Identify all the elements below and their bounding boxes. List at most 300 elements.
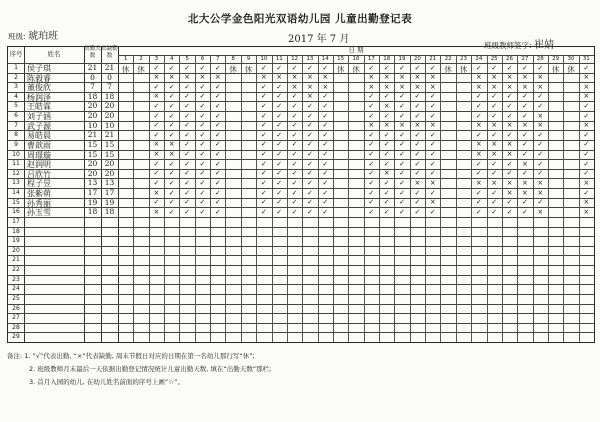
attend-count: 20 [87, 101, 98, 111]
row-divider [8, 332, 594, 333]
present-mark: ✓ [168, 198, 175, 207]
present-mark: ✓ [583, 169, 590, 178]
row-divider [8, 294, 594, 295]
absent-count: 15 [104, 149, 115, 159]
present-mark: ✓ [537, 169, 544, 178]
present-mark: ✓ [429, 188, 436, 197]
student-name: 刘子涵 [27, 112, 51, 122]
present-mark: ✓ [184, 130, 191, 139]
attend-count: 20 [87, 168, 98, 178]
present-mark: ✓ [291, 159, 298, 168]
absent-mark: × [153, 150, 160, 159]
present-mark: ✓ [537, 101, 544, 110]
present-mark: ✓ [383, 140, 390, 149]
present-mark: ✓ [153, 178, 160, 187]
student-name: 程子昱 [27, 179, 51, 189]
present-mark: ✓ [199, 101, 206, 110]
present-mark: ✓ [506, 198, 513, 207]
present-mark: ✓ [414, 140, 421, 149]
row-number: 25 [12, 294, 20, 302]
present-mark: ✓ [368, 207, 375, 216]
present-mark: ✓ [368, 140, 375, 149]
absent-mark: × [491, 150, 498, 159]
present-mark: ✓ [383, 159, 390, 168]
absent-mark: × [291, 82, 298, 91]
present-mark: ✓ [276, 82, 283, 91]
absent-mark: × [537, 188, 544, 197]
absent-mark: × [429, 121, 436, 130]
header-name: 姓名 [47, 50, 61, 58]
present-mark: ✓ [276, 198, 283, 207]
absent-mark: × [506, 73, 513, 82]
present-mark: ✓ [260, 207, 267, 216]
present-mark: ✓ [322, 121, 329, 130]
absent-mark: × [537, 73, 544, 82]
present-mark: ✓ [506, 207, 513, 216]
student-name: 易皓晨 [27, 131, 51, 141]
absent-mark: × [153, 73, 160, 82]
absent-mark: × [537, 121, 544, 130]
present-mark: ✓ [291, 101, 298, 110]
absent-mark: × [153, 140, 160, 149]
attend-count: 19 [87, 197, 98, 207]
absent-mark: × [521, 121, 528, 130]
row-number: 12 [12, 169, 20, 177]
present-mark: ✓ [214, 101, 221, 110]
day-number: 2 [139, 56, 143, 62]
row-number: 2 [14, 73, 18, 81]
absent-mark: × [276, 73, 283, 82]
present-mark: ✓ [260, 198, 267, 207]
present-mark: ✓ [276, 140, 283, 149]
present-mark: ✓ [583, 63, 590, 72]
present-mark: ✓ [214, 207, 221, 216]
present-mark: ✓ [306, 63, 313, 72]
row-divider [8, 236, 594, 237]
absent-mark: × [506, 82, 513, 91]
absent-count: 18 [104, 207, 115, 217]
present-mark: ✓ [184, 159, 191, 168]
day-number: 12 [291, 56, 299, 62]
day-number: 22 [444, 56, 452, 62]
student-name: 武子源 [27, 121, 51, 131]
absent-mark: × [583, 92, 590, 101]
present-mark: ✓ [475, 169, 482, 178]
absent-mark: × [429, 178, 436, 187]
present-mark: ✓ [399, 198, 405, 207]
absent-count: 19 [104, 197, 115, 207]
present-mark: ✓ [260, 178, 267, 187]
present-mark: ✓ [276, 121, 283, 130]
present-mark: ✓ [260, 121, 267, 130]
absent-mark: × [491, 73, 498, 82]
present-mark: ✓ [368, 159, 375, 168]
present-mark: ✓ [583, 159, 590, 168]
student-name: 董俊欣 [27, 83, 51, 93]
attend-count: 15 [87, 149, 98, 159]
present-mark: ✓ [214, 188, 221, 197]
present-mark: ✓ [475, 101, 482, 110]
attend-count: 15 [87, 139, 98, 149]
present-mark: ✓ [322, 130, 329, 139]
present-mark: ✓ [276, 159, 283, 168]
teacher-signature: 崔婧 [534, 40, 555, 51]
attendance-table [7, 46, 595, 343]
present-mark: ✓ [260, 159, 267, 168]
present-mark: ✓ [322, 207, 329, 216]
absent-mark: × [506, 178, 513, 187]
present-mark: ✓ [306, 178, 313, 187]
present-mark: ✓ [168, 101, 175, 110]
rest-day-mark: 休 [121, 64, 130, 74]
row-number: 24 [12, 285, 20, 293]
student-name: 张紫萌 [27, 189, 51, 199]
present-mark: ✓ [583, 188, 590, 197]
day-number: 17 [367, 56, 375, 62]
absent-mark: × [491, 178, 498, 187]
present-mark: ✓ [168, 111, 175, 120]
absent-mark: × [537, 82, 544, 91]
absent-count: 20 [104, 111, 115, 121]
present-mark: ✓ [214, 63, 221, 72]
present-mark: ✓ [199, 111, 206, 120]
present-mark: ✓ [475, 198, 482, 207]
note-line: 备注: 1. “√”代表出勤, “×”代表缺勤, 周末节假日对应的日期在第一名幼儿那行写“休”; [7, 352, 255, 360]
present-mark: ✓ [322, 150, 329, 159]
present-mark: ✓ [184, 121, 191, 130]
row-number: 23 [12, 275, 20, 283]
present-mark: ✓ [214, 150, 221, 159]
present-mark: ✓ [184, 92, 191, 101]
absent-mark: × [383, 73, 390, 82]
present-mark: ✓ [153, 82, 160, 91]
day-number: 25 [490, 56, 498, 62]
absent-mark: × [429, 73, 436, 82]
present-mark: ✓ [199, 178, 206, 187]
present-mark: ✓ [153, 198, 160, 207]
absent-mark: × [168, 73, 175, 82]
present-mark: ✓ [260, 150, 267, 159]
attend-count: 20 [87, 159, 98, 169]
absent-mark: × [184, 73, 191, 82]
present-mark: ✓ [521, 92, 528, 101]
present-mark: ✓ [537, 63, 544, 72]
present-mark: ✓ [399, 178, 405, 187]
present-mark: ✓ [429, 101, 436, 110]
present-mark: ✓ [491, 130, 498, 139]
day-number: 16 [352, 56, 360, 62]
present-mark: ✓ [414, 92, 421, 101]
attend-count: 20 [87, 111, 98, 121]
present-mark: ✓ [322, 169, 329, 178]
present-mark: ✓ [153, 121, 160, 130]
absent-mark: × [153, 92, 160, 101]
row-number: 10 [12, 150, 20, 158]
student-name: 赵润明 [27, 160, 51, 170]
absent-mark: × [583, 82, 590, 91]
absent-mark: × [368, 73, 375, 82]
present-mark: ✓ [414, 101, 421, 110]
absent-mark: × [383, 82, 390, 91]
absent-mark: × [199, 73, 206, 82]
absent-mark: × [506, 188, 513, 197]
absent-mark: × [537, 111, 544, 120]
present-mark: ✓ [214, 198, 221, 207]
present-mark: ✓ [214, 111, 221, 120]
present-mark: ✓ [537, 92, 544, 101]
row-divider [8, 313, 594, 314]
present-mark: ✓ [414, 169, 421, 178]
present-mark: ✓ [521, 111, 528, 120]
present-mark: ✓ [306, 188, 313, 197]
present-mark: ✓ [322, 178, 329, 187]
present-mark: ✓ [199, 140, 206, 149]
present-mark: ✓ [368, 178, 375, 187]
present-mark: ✓ [153, 159, 160, 168]
rest-day-mark: 休 [137, 64, 145, 74]
absent-mark: × [583, 178, 590, 187]
present-mark: ✓ [306, 150, 313, 159]
present-mark: ✓ [306, 111, 313, 120]
present-mark: ✓ [383, 130, 390, 139]
present-mark: ✓ [199, 169, 206, 178]
present-mark: ✓ [199, 207, 206, 216]
absent-mark: × [583, 198, 590, 207]
present-mark: ✓ [260, 169, 267, 178]
present-mark: ✓ [214, 82, 221, 91]
student-name: 周璟璇 [27, 150, 51, 160]
absent-mark: × [475, 150, 482, 159]
day-number: 7 [216, 56, 220, 62]
present-mark: ✓ [184, 178, 191, 187]
absent-mark: × [399, 82, 405, 91]
present-mark: ✓ [399, 159, 405, 168]
student-name: 陈毅睿 [27, 73, 51, 83]
present-mark: ✓ [429, 150, 436, 159]
day-number: 21 [429, 56, 437, 62]
present-mark: ✓ [214, 130, 221, 139]
absent-mark: × [429, 82, 436, 91]
present-mark: ✓ [429, 169, 436, 178]
note-line: 3. 首月入园的幼儿, 在幼儿姓名前面的序号上画“☆”。 [29, 378, 184, 386]
present-mark: ✓ [199, 188, 206, 197]
present-mark: ✓ [521, 207, 528, 216]
absent-mark: × [306, 73, 313, 82]
present-mark: ✓ [414, 159, 421, 168]
rest-day-mark: 休 [567, 64, 575, 74]
present-mark: ✓ [168, 121, 175, 130]
absent-mark: × [414, 178, 421, 187]
teacher-label: 班级教师签字: [484, 41, 532, 50]
present-mark: ✓ [276, 63, 283, 72]
day-number: 14 [321, 56, 329, 62]
day-number: 15 [337, 56, 345, 62]
notes-section [7, 350, 271, 389]
present-mark: ✓ [368, 169, 375, 178]
row-number: 3 [14, 83, 18, 91]
day-number: 8 [231, 56, 235, 62]
day-number: 18 [383, 56, 391, 62]
row-number: 1 [14, 64, 18, 71]
day-number: 1 [123, 56, 128, 62]
absent-mark: × [491, 82, 498, 91]
present-mark: ✓ [414, 198, 421, 207]
day-number: 29 [552, 56, 560, 62]
absent-count: 17 [104, 188, 115, 198]
day-number: 5 [185, 56, 189, 62]
row-number: 27 [12, 314, 20, 322]
present-mark: ✓ [291, 130, 298, 139]
header-date: 日 期 [348, 46, 364, 54]
present-mark: ✓ [168, 63, 175, 72]
present-mark: ✓ [153, 169, 160, 178]
attend-count: 7 [90, 82, 95, 92]
present-mark: ✓ [429, 140, 436, 149]
day-number: 20 [413, 56, 421, 62]
present-mark: ✓ [153, 63, 160, 72]
month-field: 2017 年 7 月 [288, 34, 350, 45]
present-mark: ✓ [291, 121, 298, 130]
absent-mark: × [399, 121, 405, 130]
row-number: 5 [14, 102, 18, 110]
present-mark: ✓ [184, 207, 191, 216]
present-mark: ✓ [276, 111, 283, 120]
absent-count: 20 [104, 159, 115, 169]
absent-mark: × [491, 140, 498, 149]
day-number: 31 [582, 56, 590, 62]
present-mark: ✓ [537, 150, 544, 159]
present-mark: ✓ [306, 130, 313, 139]
present-mark: ✓ [383, 207, 390, 216]
present-mark: ✓ [322, 111, 329, 120]
present-mark: ✓ [214, 169, 221, 178]
absent-mark: × [521, 188, 528, 197]
present-mark: ✓ [583, 140, 590, 149]
day-number: 26 [506, 56, 514, 62]
present-mark: ✓ [322, 63, 329, 72]
present-mark: ✓ [184, 101, 191, 110]
day-number: 19 [398, 56, 406, 62]
row-number: 20 [12, 246, 20, 254]
present-mark: ✓ [168, 188, 175, 197]
present-mark: ✓ [521, 198, 528, 207]
row-number: 29 [12, 333, 20, 341]
present-mark: ✓ [583, 101, 590, 110]
present-mark: ✓ [199, 130, 206, 139]
present-mark: ✓ [521, 140, 528, 149]
present-mark: ✓ [260, 140, 267, 149]
present-mark: ✓ [260, 63, 267, 72]
day-number: 10 [260, 56, 268, 62]
present-mark: ✓ [521, 63, 528, 72]
present-mark: ✓ [306, 198, 313, 207]
attend-count: 18 [87, 91, 98, 101]
present-mark: ✓ [260, 92, 267, 101]
absent-mark: × [475, 140, 482, 149]
present-mark: ✓ [276, 188, 283, 197]
present-mark: ✓ [291, 92, 298, 101]
row-number: 28 [12, 323, 20, 331]
present-mark: ✓ [306, 159, 313, 168]
present-mark: ✓ [537, 159, 544, 168]
student-name: 杨润泽 [27, 92, 51, 102]
present-mark: ✓ [199, 63, 206, 72]
note-line: 2. 班级教师月末最后一天依据出勤登记情况统计儿童出勤天数, 填在“出勤天数”那栏; [29, 365, 272, 373]
present-mark: ✓ [399, 92, 405, 101]
present-mark: ✓ [383, 150, 390, 159]
present-mark: ✓ [475, 92, 482, 101]
present-mark: ✓ [368, 111, 375, 120]
present-mark: ✓ [491, 159, 498, 168]
present-mark: ✓ [276, 169, 283, 178]
present-mark: ✓ [491, 111, 498, 120]
present-mark: ✓ [291, 63, 298, 72]
present-mark: ✓ [291, 178, 298, 187]
row-divider [8, 255, 594, 256]
present-mark: ✓ [414, 207, 421, 216]
present-mark: ✓ [537, 130, 544, 139]
attend-count: 21 [87, 63, 98, 72]
class-value: 琥珀班 [28, 31, 59, 42]
present-mark: ✓ [168, 82, 175, 91]
absent-mark: × [583, 207, 590, 216]
absent-count: 21 [104, 63, 115, 72]
present-mark: ✓ [184, 169, 191, 178]
present-mark: ✓ [214, 121, 221, 130]
present-mark: ✓ [399, 150, 405, 159]
day-number: 24 [475, 56, 483, 62]
present-mark: ✓ [322, 188, 329, 197]
present-mark: ✓ [583, 130, 590, 139]
present-mark: ✓ [199, 121, 206, 130]
row-divider [8, 227, 594, 228]
present-mark: ✓ [153, 101, 160, 110]
present-mark: ✓ [583, 150, 590, 159]
absent-mark: × [475, 121, 482, 130]
absent-count: 7 [107, 82, 112, 92]
present-mark: ✓ [260, 82, 267, 91]
present-mark: ✓ [368, 101, 375, 110]
absent-mark: × [506, 140, 513, 149]
present-mark: ✓ [306, 169, 313, 178]
student-name: 王皓霖 [27, 102, 51, 112]
student-name: 孙秀丽 [27, 198, 51, 208]
present-mark: ✓ [322, 101, 329, 110]
day-number: 3 [154, 56, 159, 62]
present-mark: ✓ [260, 101, 267, 110]
absent-mark: × [414, 121, 421, 130]
present-mark: ✓ [306, 140, 313, 149]
row-number: 14 [12, 189, 20, 197]
attend-count: 13 [87, 178, 98, 188]
present-mark: ✓ [199, 198, 206, 207]
row-divider [8, 304, 594, 305]
absent-mark: × [521, 73, 528, 82]
present-mark: ✓ [399, 188, 405, 197]
row-divider [8, 246, 594, 247]
present-mark: ✓ [491, 92, 498, 101]
present-mark: ✓ [260, 188, 267, 197]
present-mark: ✓ [276, 130, 283, 139]
present-mark: ✓ [168, 178, 175, 187]
present-mark: ✓ [214, 92, 221, 101]
rest-day-mark: 休 [352, 64, 360, 74]
present-mark: ✓ [399, 63, 405, 72]
present-mark: ✓ [199, 92, 206, 101]
present-mark: ✓ [414, 130, 421, 139]
absent-mark: × [414, 73, 421, 82]
present-mark: ✓ [184, 82, 191, 91]
